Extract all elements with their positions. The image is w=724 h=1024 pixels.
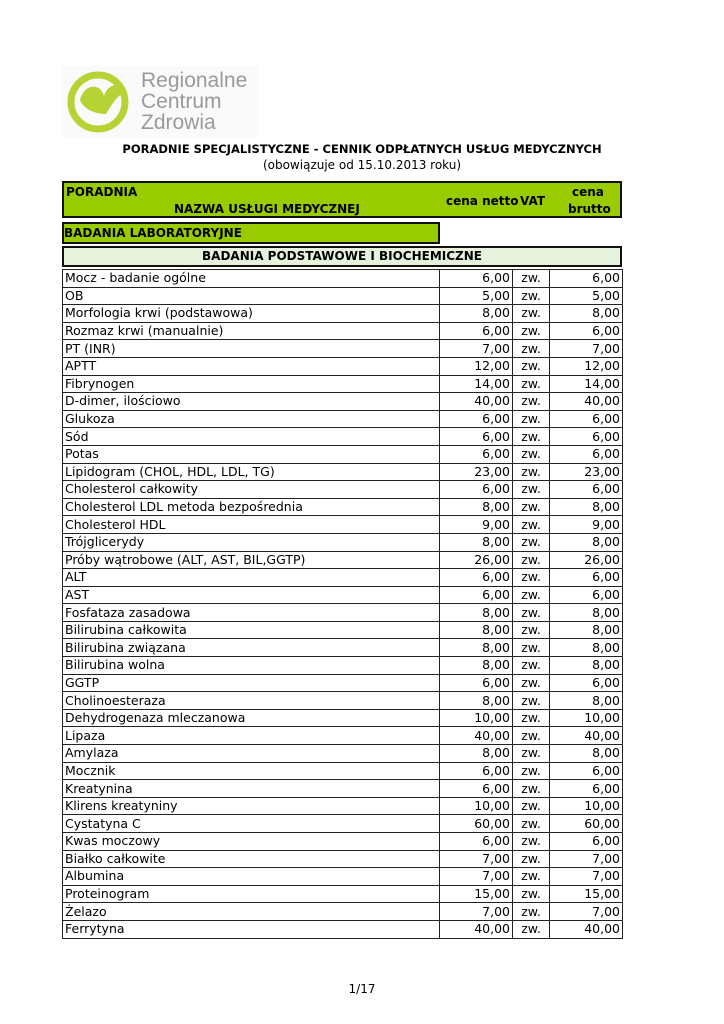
service-name: Trójglicerydy (63, 533, 440, 551)
service-name: Cystatyna C (63, 815, 440, 833)
table-row (63, 657, 623, 675)
vat: zw. (513, 287, 550, 305)
service-name: Białko całkowite (63, 850, 440, 868)
table-row (63, 604, 623, 622)
subsection-heading: BADANIA PODSTAWOWE I BIOCHEMICZNE (62, 246, 622, 267)
price-brutto: 6,00 (550, 481, 623, 499)
document-subtitle: (obowiązuje od 15.10.2013 roku) (262, 158, 462, 172)
price-brutto: 5,00 (550, 287, 623, 305)
table-row (63, 885, 623, 903)
service-name: Bilirubina całkowita (63, 621, 440, 639)
table-row (63, 533, 623, 551)
price-netto: 40,00 (440, 393, 513, 411)
price-netto: 14,00 (440, 375, 513, 393)
price-netto: 6,00 (440, 674, 513, 692)
price-netto: 26,00 (440, 551, 513, 569)
vat: zw. (513, 533, 550, 551)
table-row (63, 639, 623, 657)
price-netto: 7,00 (440, 340, 513, 358)
vat: zw. (513, 410, 550, 428)
table-row (63, 463, 623, 481)
price-netto: 7,00 (440, 868, 513, 886)
table-row (63, 797, 623, 815)
price-brutto: 8,00 (550, 692, 623, 710)
price-brutto: 8,00 (550, 657, 623, 675)
table-header (62, 181, 622, 218)
header-netto: cena netto (446, 194, 519, 208)
vat: zw. (513, 850, 550, 868)
service-name: ALT (63, 569, 440, 587)
price-netto: 6,00 (440, 481, 513, 499)
price-brutto: 40,00 (550, 393, 623, 411)
table-row (63, 393, 623, 411)
vat: zw. (513, 727, 550, 745)
vat: zw. (513, 833, 550, 851)
price-netto: 7,00 (440, 903, 513, 921)
price-brutto: 6,00 (550, 410, 623, 428)
vat: zw. (513, 797, 550, 815)
price-brutto: 10,00 (550, 797, 623, 815)
vat: zw. (513, 445, 550, 463)
service-name: Dehydrogenaza mleczanowa (63, 709, 440, 727)
price-brutto: 10,00 (550, 709, 623, 727)
table-row (63, 305, 623, 323)
table-row (63, 674, 623, 692)
header-vat: VAT (520, 194, 546, 208)
table-row (63, 709, 623, 727)
header-brutto-1: cena (572, 185, 604, 199)
leaf-logo-icon (66, 70, 136, 134)
table-row (63, 498, 623, 516)
price-netto: 60,00 (440, 815, 513, 833)
vat: zw. (513, 639, 550, 657)
price-netto: 8,00 (440, 533, 513, 551)
vat: zw. (513, 305, 550, 323)
table-row (63, 445, 623, 463)
vat: zw. (513, 920, 550, 938)
service-name: APTT (63, 357, 440, 375)
price-brutto: 6,00 (550, 428, 623, 446)
service-name: Żelazo (63, 903, 440, 921)
vat: zw. (513, 357, 550, 375)
document-title: PORADNIE SPECJALISTYCZNE - CENNIK ODPŁATNYCH USŁUG MEDYCZNYCH (122, 142, 602, 156)
price-netto: 6,00 (440, 410, 513, 428)
service-name: Klirens kreatyniny (63, 797, 440, 815)
service-name: Lipaza (63, 727, 440, 745)
price-netto: 6,00 (440, 586, 513, 604)
vat: zw. (513, 674, 550, 692)
price-netto: 8,00 (440, 745, 513, 763)
table-row (63, 868, 623, 886)
price-netto: 6,00 (440, 833, 513, 851)
price-brutto: 8,00 (550, 639, 623, 657)
table-row (63, 481, 623, 499)
service-name: Mocznik (63, 762, 440, 780)
service-name: Cholinoesteraza (63, 692, 440, 710)
vat: zw. (513, 569, 550, 587)
vat: zw. (513, 516, 550, 534)
service-name: Ferrytyna (63, 920, 440, 938)
price-brutto: 23,00 (550, 463, 623, 481)
price-netto: 8,00 (440, 621, 513, 639)
service-name: PT (INR) (63, 340, 440, 358)
vat: zw. (513, 868, 550, 886)
vat: zw. (513, 463, 550, 481)
price-netto: 8,00 (440, 305, 513, 323)
service-name: Fosfataza zasadowa (63, 604, 440, 622)
service-name: Próby wątrobowe (ALT, AST, BIL,GGTP) (63, 551, 440, 569)
table-row (63, 270, 623, 288)
service-name: OB (63, 287, 440, 305)
logo-line: Zdrowia (141, 111, 216, 134)
service-name: Cholesterol całkowity (63, 481, 440, 499)
table-row (63, 780, 623, 798)
price-netto: 6,00 (440, 322, 513, 340)
table-row (63, 410, 623, 428)
price-netto: 6,00 (440, 270, 513, 288)
table-row (63, 833, 623, 851)
vat: zw. (513, 586, 550, 604)
page-number: 1/17 (348, 982, 376, 996)
service-name: Mocz - badanie ogólne (63, 270, 440, 288)
service-name: Kreatynina (63, 780, 440, 798)
table-row (63, 357, 623, 375)
vat: zw. (513, 428, 550, 446)
price-brutto: 7,00 (550, 868, 623, 886)
table-row (63, 727, 623, 745)
service-name: Lipidogram (CHOL, HDL, LDL, TG) (63, 463, 440, 481)
price-brutto: 6,00 (550, 586, 623, 604)
service-name: Kwas moczowy (63, 833, 440, 851)
logo-line: Centrum (141, 90, 222, 113)
price-brutto: 6,00 (550, 569, 623, 587)
price-brutto: 8,00 (550, 604, 623, 622)
price-netto: 7,00 (440, 850, 513, 868)
price-brutto: 14,00 (550, 375, 623, 393)
vat: zw. (513, 393, 550, 411)
table-row (63, 920, 623, 938)
price-brutto: 8,00 (550, 498, 623, 516)
table-row (63, 903, 623, 921)
service-name: Cholesterol HDL (63, 516, 440, 534)
table-row (63, 745, 623, 763)
price-brutto: 6,00 (550, 322, 623, 340)
price-netto: 8,00 (440, 604, 513, 622)
table-row (63, 516, 623, 534)
price-brutto: 8,00 (550, 305, 623, 323)
header-brutto-2: brutto (568, 202, 611, 216)
service-name: Bilirubina wolna (63, 657, 440, 675)
vat: zw. (513, 745, 550, 763)
table-row (63, 850, 623, 868)
header-name: NAZWA USŁUGI MEDYCZNEJ (174, 202, 360, 216)
table-row (63, 762, 623, 780)
price-brutto: 6,00 (550, 674, 623, 692)
price-netto: 8,00 (440, 657, 513, 675)
table-row (63, 428, 623, 446)
logo (62, 66, 258, 138)
price-netto: 9,00 (440, 516, 513, 534)
vat: zw. (513, 762, 550, 780)
service-name: GGTP (63, 674, 440, 692)
service-name: Rozmaz krwi (manualnie) (63, 322, 440, 340)
price-netto: 15,00 (440, 885, 513, 903)
table-row (63, 322, 623, 340)
service-name: Albumina (63, 868, 440, 886)
price-brutto: 6,00 (550, 270, 623, 288)
price-netto: 10,00 (440, 709, 513, 727)
price-brutto: 6,00 (550, 780, 623, 798)
table-row (63, 375, 623, 393)
service-name: Morfologia krwi (podstawowa) (63, 305, 440, 323)
service-name: Sód (63, 428, 440, 446)
vat: zw. (513, 375, 550, 393)
price-brutto: 15,00 (550, 885, 623, 903)
price-brutto: 40,00 (550, 727, 623, 745)
vat: zw. (513, 551, 550, 569)
price-netto: 40,00 (440, 727, 513, 745)
table-row (63, 692, 623, 710)
price-netto: 10,00 (440, 797, 513, 815)
vat: zw. (513, 340, 550, 358)
vat: zw. (513, 604, 550, 622)
price-brutto: 8,00 (550, 745, 623, 763)
price-brutto: 6,00 (550, 762, 623, 780)
section-heading: BADANIA LABORATORYJNE (62, 222, 440, 244)
vat: zw. (513, 780, 550, 798)
vat: zw. (513, 692, 550, 710)
header-poradnia: PORADNIA (66, 185, 138, 199)
price-brutto: 12,00 (550, 357, 623, 375)
service-name: Potas (63, 445, 440, 463)
price-netto: 6,00 (440, 762, 513, 780)
table-row (63, 340, 623, 358)
service-name: Bilirubina związana (63, 639, 440, 657)
vat: zw. (513, 885, 550, 903)
price-brutto: 6,00 (550, 445, 623, 463)
vat: zw. (513, 481, 550, 499)
table-row (63, 287, 623, 305)
table-row (63, 551, 623, 569)
price-brutto: 6,00 (550, 833, 623, 851)
service-name: Proteinogram (63, 885, 440, 903)
price-netto: 12,00 (440, 357, 513, 375)
service-name: Fibrynogen (63, 375, 440, 393)
table-row (63, 586, 623, 604)
price-brutto: 40,00 (550, 920, 623, 938)
price-brutto: 7,00 (550, 340, 623, 358)
price-netto: 5,00 (440, 287, 513, 305)
price-brutto: 9,00 (550, 516, 623, 534)
price-brutto: 26,00 (550, 551, 623, 569)
vat: zw. (513, 709, 550, 727)
price-table (62, 269, 623, 939)
price-netto: 8,00 (440, 639, 513, 657)
price-netto: 23,00 (440, 463, 513, 481)
logo-text (141, 70, 247, 133)
service-name: AST (63, 586, 440, 604)
price-netto: 6,00 (440, 445, 513, 463)
vat: zw. (513, 270, 550, 288)
table-row (63, 621, 623, 639)
vat: zw. (513, 621, 550, 639)
service-name: Amylaza (63, 745, 440, 763)
vat: zw. (513, 657, 550, 675)
table-row (63, 569, 623, 587)
vat: zw. (513, 815, 550, 833)
price-netto: 6,00 (440, 569, 513, 587)
vat: zw. (513, 498, 550, 516)
price-netto: 8,00 (440, 692, 513, 710)
vat: zw. (513, 322, 550, 340)
price-brutto: 60,00 (550, 815, 623, 833)
table-row (63, 815, 623, 833)
price-brutto: 8,00 (550, 533, 623, 551)
service-name: D-dimer, ilościowo (63, 393, 440, 411)
price-netto: 6,00 (440, 780, 513, 798)
price-brutto: 7,00 (550, 850, 623, 868)
service-name: Cholesterol LDL metoda bezpośrednia (63, 498, 440, 516)
price-brutto: 7,00 (550, 903, 623, 921)
price-netto: 8,00 (440, 498, 513, 516)
service-name: Glukoza (63, 410, 440, 428)
price-netto: 6,00 (440, 428, 513, 446)
price-netto: 40,00 (440, 920, 513, 938)
vat: zw. (513, 903, 550, 921)
price-brutto: 8,00 (550, 621, 623, 639)
logo-line: Regionalne (141, 69, 248, 92)
